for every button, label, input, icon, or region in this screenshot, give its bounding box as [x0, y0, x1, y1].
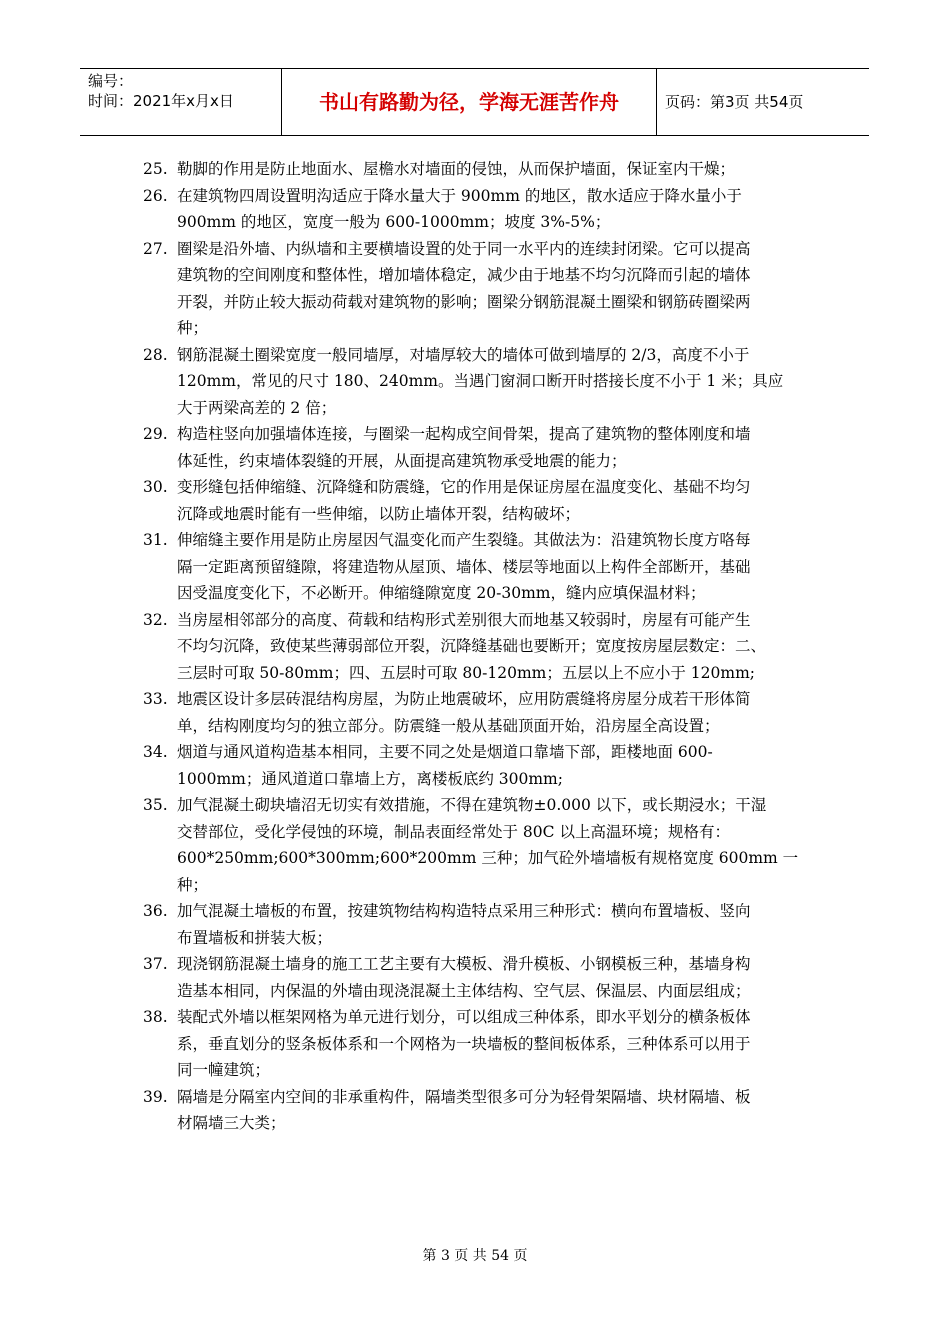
item-text-line: 布置墙板和拼装大板； — [177, 928, 333, 947]
list-item — [143, 951, 815, 1004]
list-item — [143, 421, 815, 474]
item-text — [177, 156, 815, 183]
item-text — [177, 686, 815, 739]
item-text-line: 现浇钢筋混凝土墙身的施工工艺主要有大模板、滑升模板、小钢模板三种，基墙身构 — [177, 955, 751, 973]
header-motto: 书山有路勤为径，学海无涯苦作舟 — [282, 69, 657, 135]
item-text-line: 烟道与通风道构造基本相同，主要不同之处是烟道口靠墙下部，距楼地面 600- — [177, 743, 713, 761]
item-text — [177, 183, 815, 236]
item-text — [177, 474, 815, 527]
item-text-line: 加气混凝土墙板的布置，按建筑物结构构造特点采用三种形式：横向布置墙板、竖向 — [177, 902, 751, 920]
list-item — [143, 1084, 815, 1137]
header-page-info: 页码：第3页 共54页 — [665, 93, 804, 111]
list-item — [143, 236, 815, 342]
item-text-line: 单，结构刚度均匀的独立部分。防震缝一般从基础顶面开始，沿房屋全高设置； — [177, 716, 720, 735]
item-text-line: 伸缩缝主要作用是防止房屋因气温变化而产生裂缝。其做法为：沿建筑物长度方咯每 — [177, 531, 751, 549]
item-text-line: 在建筑物四周设置明沟适应于降水量大于 900mm 的地区，散水适应于降水量小于 — [177, 186, 742, 205]
item-text — [177, 1084, 815, 1137]
item-text-line: 钢筋混凝土圈梁宽度一般同墙厚，对墙厚较大的墙体可做到墙厚的 2/3，高度不小于 — [177, 345, 750, 364]
list-item — [143, 739, 815, 792]
item-number: 26. — [143, 186, 168, 205]
item-text — [177, 342, 815, 422]
list-item — [143, 342, 815, 422]
item-text — [177, 792, 815, 898]
page-header — [80, 68, 869, 136]
item-number: 30. — [143, 478, 168, 496]
item-text-line: 隔一定距离预留缝隙，将建造物从屋顶、墙体、楼层等地面以上构件全部断开，基础 — [177, 557, 751, 576]
item-text-line: 开裂，并防止较大振动荷载对建筑物的影响；圈梁分钢筋混凝土圈梁和钢筋砖圈梁两 — [177, 292, 751, 311]
item-text-line: 造基本相同，内保温的外墙由现浇混凝土主体结构、空气层、保温层、内面层组成； — [177, 981, 751, 1000]
item-text-line: 当房屋相邻部分的高度、荷载和结构形式差别很大而地基又较弱时，房屋有可能产生 — [177, 610, 751, 629]
list-item — [143, 183, 815, 236]
header-meta — [80, 69, 282, 135]
item-number: 37. — [143, 955, 168, 973]
item-text-line: 勒脚的作用是防止地面水、屋檐水对墙面的侵蚀，从而保护墙面，保证室内干燥； — [177, 160, 736, 178]
item-text-line: 隔墙是分隔室内空间的非承重构件，隔墙类型很多可分为轻骨架隔墙、块材隔墙、板 — [177, 1087, 751, 1106]
item-text-line: 地震区设计多层砖混结构房屋，为防止地震破坏，应用防震缝将房屋分成若干形体简 — [177, 690, 751, 708]
item-text-line: 变形缝包括伸缩缝、沉降缝和防震缝，它的作用是保证房屋在温度变化、基础不均匀 — [177, 478, 751, 496]
item-text-line: 体延性，约束墙体裂缝的开展，从面提高建筑物承受地震的能力； — [177, 451, 627, 470]
item-number: 34. — [143, 743, 168, 761]
item-number: 27. — [143, 239, 168, 258]
item-text-line: 因受温度变化下，不必断开。伸缩缝隙宽度 20-30mm，缝内应填保温材料； — [177, 584, 706, 602]
item-text-line: 沉降或地震时能有一些伸缩，以防止墙体开裂，结构破坏； — [177, 504, 581, 523]
item-text — [177, 421, 815, 474]
item-text-line: 种； — [177, 319, 209, 337]
item-text-line: 120mm，常见的尺寸 180、240mm。当遇门窗洞口断开时搭接长度不小于 1 米；具应 — [177, 372, 784, 390]
item-text-line: 圈梁是沿外墙、内纵墙和主要横墙设置的处于同一水平内的连续封闭梁。它可以提高 — [177, 239, 751, 258]
list-item — [143, 527, 815, 607]
list-item — [143, 474, 815, 527]
item-number: 33. — [143, 690, 168, 708]
item-text — [177, 951, 815, 1004]
item-number: 29. — [143, 425, 168, 443]
item-number: 25. — [143, 160, 168, 178]
list-item — [143, 1004, 815, 1084]
item-text — [177, 607, 815, 687]
item-number: 32. — [143, 610, 168, 629]
item-text-line: 不均匀沉降，致使某些薄弱部位开裂，沉降缝基础也要断开；宽度按房屋层数定：二、 — [177, 637, 767, 655]
item-text-line: 三层时可取 50-80mm；四、五层时可取 80-120mm；五层以上不应小于 120mm; — [177, 663, 756, 682]
list-item — [143, 792, 815, 898]
list-item — [143, 607, 815, 687]
numbered-list — [143, 156, 815, 1137]
item-number: 31. — [143, 531, 168, 549]
item-text-line: 加气混凝土砌块墙沼无切实有效措施，不得在建筑物±0.000 以下，或长期浸水；干湿 — [177, 796, 767, 814]
item-number: 38. — [143, 1008, 168, 1026]
item-text-line: 构造柱竖向加强墙体连接，与圈梁一起构成空间骨架，提高了建筑物的整体刚度和墙 — [177, 425, 751, 443]
item-text-line: 大于两梁高差的 2 倍； — [177, 398, 337, 417]
list-item — [143, 686, 815, 739]
item-text — [177, 739, 815, 792]
page-footer: 第 3 页 共 54 页 — [422, 1248, 528, 1264]
item-number: 36. — [143, 902, 168, 920]
item-text-line: 900mm 的地区，宽度一般为 600-1000mm；坡度 3%-5%； — [177, 213, 611, 231]
item-text — [177, 1004, 815, 1084]
item-text — [177, 898, 815, 951]
item-text-line: 同一幢建筑； — [177, 1061, 271, 1079]
item-text-line: 交替部位，受化学侵蚀的环境，制品表面经常处于 80C 以上高温环境；规格有： — [177, 822, 730, 841]
item-text-line: 系，垂直划分的竖条板体系和一个网格为一块墙板的整间板体系，三种体系可以用于 — [177, 1034, 751, 1053]
item-number: 28. — [143, 345, 168, 364]
list-item — [143, 898, 815, 951]
doc-date-label: 时间：2021年x月x日 — [88, 92, 234, 110]
item-text-line: 1000mm；通风道道口靠墙上方，离楼板底约 300mm; — [177, 769, 563, 788]
item-number: 35. — [143, 796, 168, 814]
item-text-line: 装配式外墙以框架网格为单元进行划分，可以组成三种体系，即水平划分的横条板体 — [177, 1008, 751, 1026]
item-text-line: 600*250mm;600*300mm;600*200mm 三种；加气砼外墙墙板有规格宽度 600mm 一种； — [177, 849, 799, 894]
list-item — [143, 156, 815, 183]
item-text-line: 材隔墙三大类； — [177, 1114, 286, 1132]
item-text — [177, 236, 815, 342]
item-number: 39. — [143, 1087, 168, 1106]
item-text — [177, 527, 815, 607]
item-text-line: 建筑物的空间刚度和整体性，增加墙体稳定，减少由于地基不均匀沉降而引起的墙体 — [177, 266, 751, 284]
doc-number-label: 编号： — [88, 72, 134, 90]
